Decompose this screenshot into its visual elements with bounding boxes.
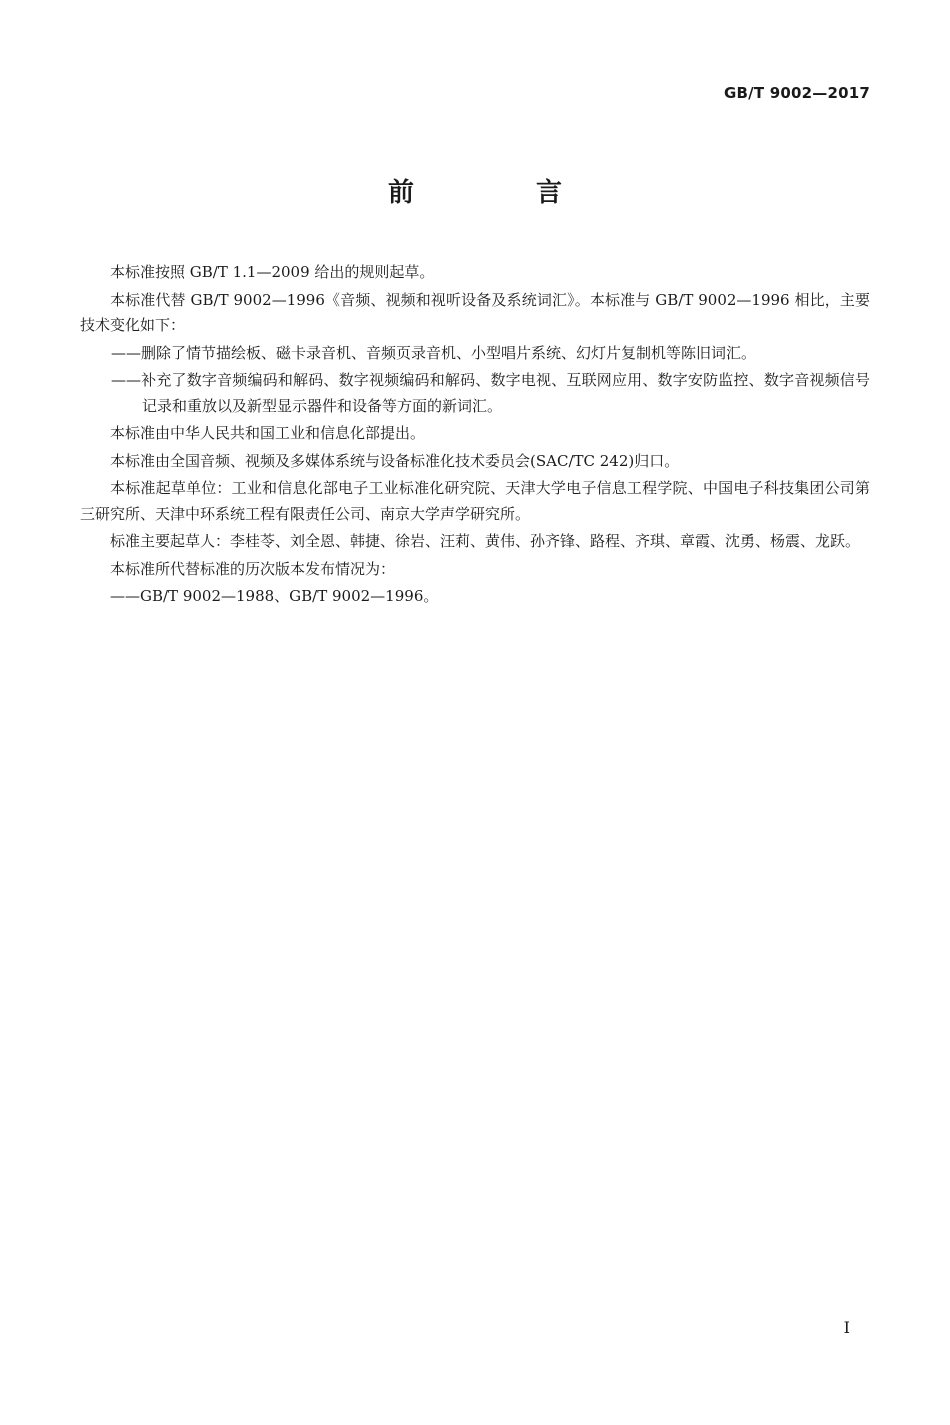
paragraph-drafters: 标准主要起草人：李桂苓、刘全恩、韩捷、徐岩、汪莉、黄伟、孙齐锋、路程、齐琪、章霞、沈勇、杨震、龙跃。 — [110, 532, 861, 550]
foreword-body — [80, 260, 870, 612]
page-number: I — [843, 1318, 850, 1337]
list-item-previous-editions: ——GB/T 9002—1988、GB/T 9002—1996。 — [110, 587, 439, 605]
paragraph-centralized-by: 本标准由全国音频、视频及多媒体系统与设备标准化技术委员会(SAC/TC 242)归口。 — [110, 451, 680, 470]
list-item-removed-terms: ——删除了情节描绘板、磁卡录音机、音频页录音机、小型唱片系统、幻灯片复制机等陈旧词汇。 — [111, 343, 757, 362]
paragraph-drafting-rules: 本标准按照 GB/T 1.1—2009 给出的规则起草。 — [110, 263, 435, 281]
paragraph-proposed-by: 本标准由中华人民共和国工业和信息化部提出。 — [110, 424, 426, 442]
list-item-added-terms: ——补充了数字音频编码和解码、数字视频编码和解码、数字电视、互联网应用、数字安防监控、数字音视频信号记录和重放以及新型显示器件和设备等方面的新词汇。 — [111, 371, 870, 415]
paragraph-replaces-standard: 本标准代替 GB/T 9002—1996《音频、视频和视听设备及系统词汇》。本标准与 GB/T 9002—1996 相比，主要技术变化如下： — [80, 290, 870, 334]
paragraph-drafting-units: 本标准起草单位：工业和信息化部电子工业标准化研究院、天津大学电子信息工程学院、中国电子科技集团公司第三研究所、天津中环系统工程有限责任公司、南京大学声学研究所。 — [80, 479, 870, 523]
standard-code-header: GB/T 9002—2017 — [724, 84, 870, 102]
page-title: 前 言 — [387, 178, 610, 208]
paragraph-previous-editions: 本标准所代替标准的历次版本发布情况为： — [110, 559, 396, 578]
